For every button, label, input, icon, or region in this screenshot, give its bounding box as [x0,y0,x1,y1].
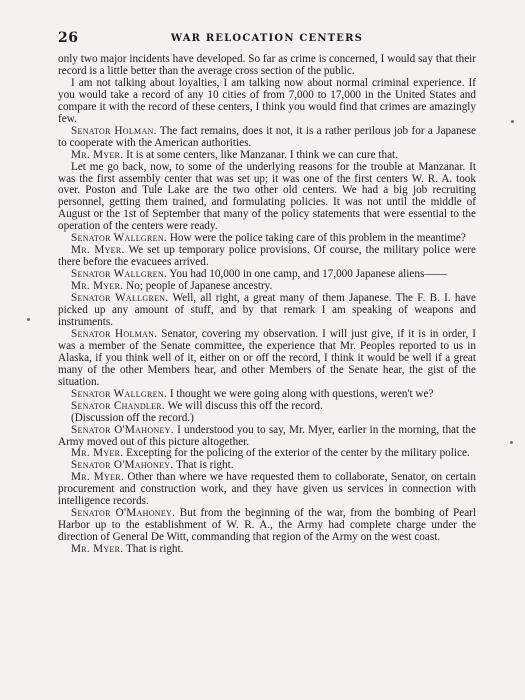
paragraph-text: I understood you to say, Mr. Myer, earlier in the morning, that the Army moved out of this picture altogether. [58,423,476,448]
paragraph-text: No; people of Japanese ancestry. [126,280,273,293]
paragraph-text: It is at some centers, like Manzanar. I think we can cure that. [126,148,398,161]
speaker-name: Mr. Myer. [71,447,124,460]
transcript-paragraph [58,508,476,544]
transcript-paragraph [58,54,476,78]
paragraph-text: That is right. [176,459,234,472]
paragraph-text: Senator, covering my observation. I will just give, if it is in order, I was a member of the Senate committee, the experience that Mr. Peoples reported to us in Alaska, if you think well of it, either on or off the record, I think it would be well if a great many of the other Members hear, and other Members of the Senate hear, the gist of the situation. [58,327,477,388]
paragraph-text: We set up temporary police provisions. Of course, the military police were there before the evacuees arrived. [58,244,476,269]
speaker-name: Senator Holman. [71,124,157,137]
speaker-name: Senator Wallgren. [71,387,168,400]
paragraph-text: But from the beginning of the war, from the bombing of Pearl Harbor up to the establishment of W. R. A., the Army had complete charge under the direction of General De Witt, commanding that region of the Army on the west coast. [58,507,476,544]
paragraph-text: (Discussion off the record.) [71,411,194,424]
paragraph-text: That is right. [125,543,184,556]
transcript-paragraph [58,425,476,449]
paragraph-text: How were the police taking care of this problem in the meantime? [169,232,466,245]
speaker-name: Senator Chandler. [71,399,166,412]
page-header [58,30,476,48]
margin-speck [510,441,513,444]
margin-speck [511,120,514,123]
transcript-paragraph [58,293,476,329]
paragraph-text: I am not talking about loyalties, I am talking now about normal criminal experience. If you would take a record of any 10 cities of from 7,000 to 17,000 in the United States and compare it with the record of these centers, I think you would find that crimes are amazingly few. [58,76,476,125]
paragraph-text: Other than where we have requested them to collaborate, Senator, on certain procurement and construction work, and they have given us services in connection with intelligence records. [58,471,477,508]
paragraph-text: Let me go back, now, to some of the underlying reasons for the trouble at Manzanar. It was the first assembly center that was set up; it was one of the first centers W. R. A. took over. Poston and Tule Lake are the two other old centers. We had a big job recruiting personnel, getting them trained, and formulating policies. It was not until the middle of August or the 1st of September that many of the policy statements that were essential to the operation of the centers were ready. [58,160,476,233]
speaker-name: Senator O'Mahoney. [71,423,174,436]
transcript-paragraph [58,329,476,389]
paragraph-text: You had 10,000 in one camp, and 17,000 Japanese aliens—— [169,268,447,281]
paragraph-text: We will discuss this off the record. [167,399,323,412]
paragraph-text: Well, all right, a great many of them Japanese. The F. B. I. have picked up any amount of stuff, and by that remark I am speaking of weapons and instruments. [58,292,476,328]
speaker-name: Senator O'Mahoney. [71,459,174,472]
running-title: WAR RELOCATION CENTERS [170,33,364,44]
paragraph-text: I thought we were going along with questions, weren't we? [169,387,434,400]
speaker-name: Mr. Myer. [71,148,124,161]
paragraph-text: only two major incidents have developed. So far as crime is concerned, I would say that their record is a little better than the average cross section of the public. [58,53,476,77]
page-number: 26 [58,30,79,46]
speaker-name: Senator Wallgren. [71,232,168,245]
transcript-paragraph [58,126,476,150]
speaker-name: Mr. Myer. [71,471,124,484]
speaker-name: Senator Wallgren. [71,292,169,305]
speaker-name: Senator Wallgren. [71,268,168,281]
transcript-paragraph [58,245,476,269]
transcript-paragraph [58,162,476,234]
speaker-name: Senator O'Mahoney. [71,507,176,520]
margin-speck [27,318,30,321]
speaker-name: Senator Holman. [71,327,158,340]
transcript-paragraph [58,472,476,508]
paragraph-text: Excepting for the policing of the exterior of the center by the military police. [126,447,470,460]
transcript-body [58,54,476,556]
speaker-name: Mr. Myer. [71,244,125,257]
paragraph-text: The fact remains, does it not, it is a rather perilous job for a Japanese to cooperate with the American authorities. [58,124,476,149]
speaker-name: Mr. Myer. [71,280,124,293]
transcript-paragraph [58,544,476,556]
speaker-name: Mr. Myer. [71,543,124,556]
transcript-paragraph [58,78,476,126]
